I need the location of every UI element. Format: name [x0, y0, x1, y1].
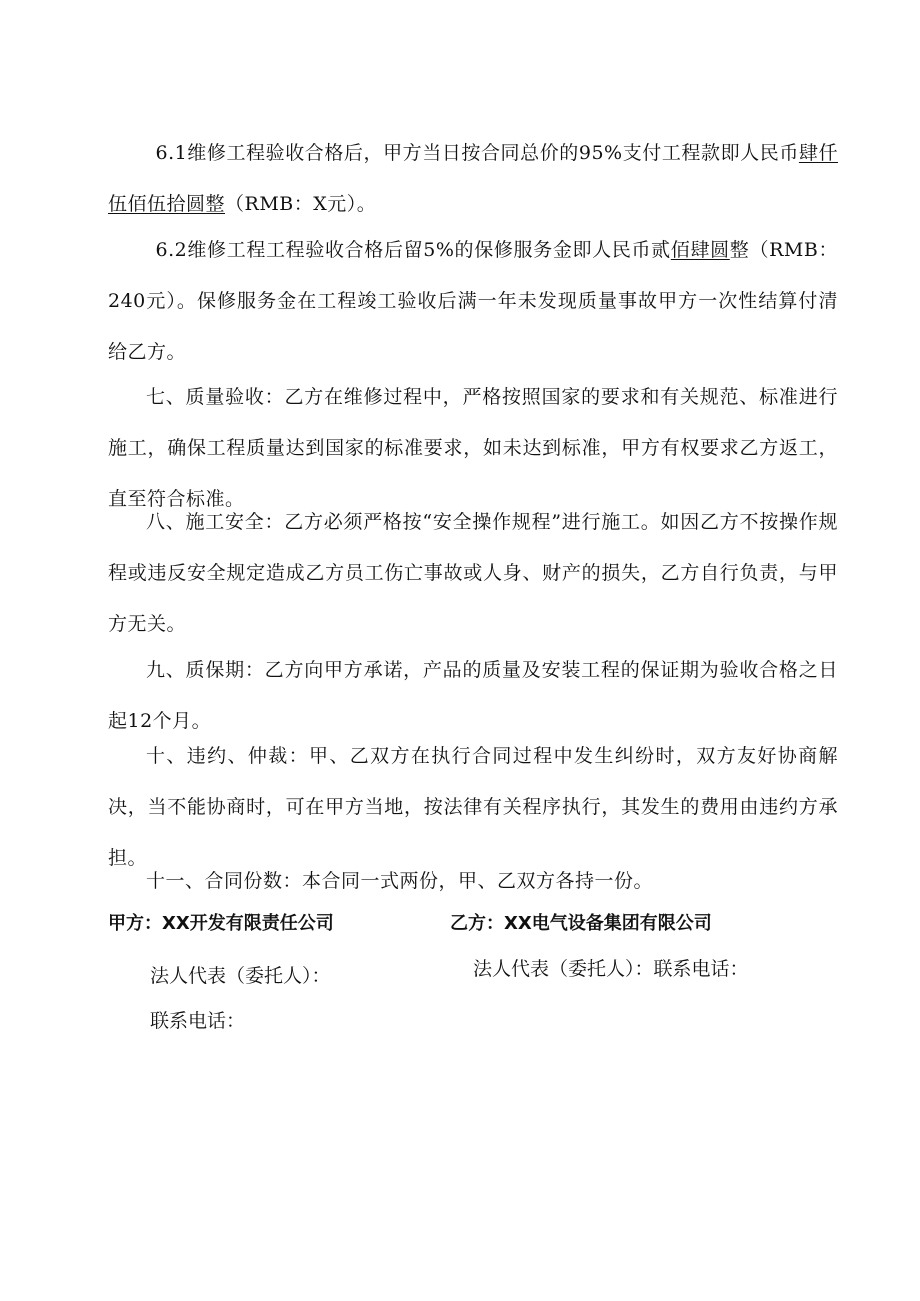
clause-10-breach-arbitration: 十、违约、仲裁：甲、乙双方在执行合同过程中发生纠纷时，双方友好协商解决，当不能协商时，可在甲方当地，按法律有关程序执行，其发生的费用由违约方承担。: [108, 745, 838, 869]
clause-8-construction-safety: 八、施工安全：乙方必须严格按“安全操作规程”进行施工。如因乙方不按操作规程或违反安全规定造成乙方员工伤亡事故或人身、财产的损失，乙方自行负责，与甲方无关。: [108, 511, 838, 635]
party-a-phone: 联系电话：: [150, 1010, 246, 1032]
clause-6-2-rest: 整（RMB：240元）。保修服务金在工程竣工验收后满一年未发现质量事故甲方一次性结算付清给乙方。: [108, 239, 838, 363]
clause-6-1: [108, 128, 838, 230]
clause-6-1-amount-words: 肆仟伍佰伍拾圆整: [108, 142, 838, 215]
party-a-legal-rep: 法人代表（委托人）：: [150, 965, 331, 987]
clause-6-1-rmb: （RMB：X元）。: [225, 193, 377, 215]
party-b-legal-rep-phone: 法人代表（委托人）：联系电话：: [473, 958, 749, 980]
clause-11-copies: 十一、合同份数：本合同一式两份，甲、乙双方各持一份。: [146, 870, 654, 892]
clause-7-quality-acceptance: 七、质量验收：乙方在维修过程中，严格按照国家的要求和有关规范、标准进行施工，确保工程质量达到国家的标准要求，如未达到标准，甲方有权要求乙方返工，直至符合标准。: [108, 386, 838, 510]
party-a-name: 甲方：XX开发有限责任公司: [108, 913, 334, 934]
clause-6-2-amount-words: 佰肆圆: [670, 239, 730, 261]
clause-9-warranty: 九、质保期：乙方向甲方承诺，产品的质量及安装工程的保证期为验收合格之日起12个月。: [108, 659, 838, 732]
clause-6-1-text: 6.1维修工程验收合格后，甲方当日按合同总价的95%支付工程款即人民币: [155, 142, 799, 164]
clause-6-2-text: 6.2维修工程工程验收合格后留5%的保修服务金即人民币贰: [155, 239, 671, 261]
party-b-name: 乙方：XX电气设备集团有限公司: [450, 913, 712, 934]
clause-6-2: [108, 225, 838, 378]
